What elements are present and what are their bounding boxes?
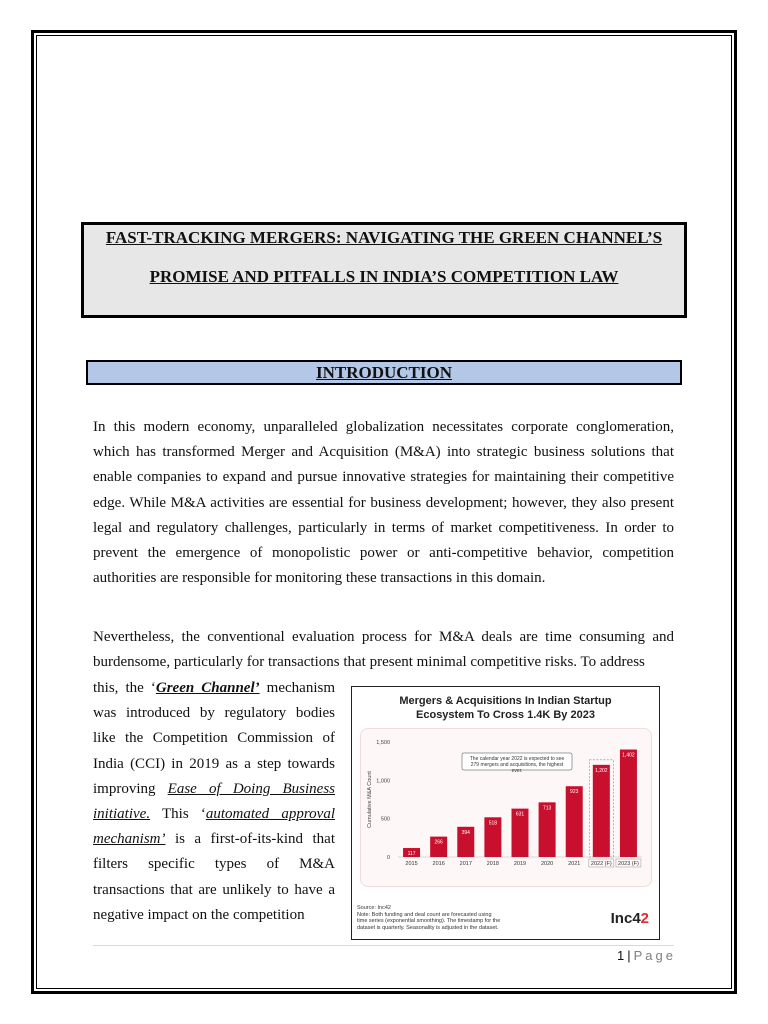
bar-value-label: 1,402 [622,752,635,759]
x-tick-label: 2022 (F) [590,861,612,867]
bar [566,786,583,857]
green-channel-term: Green Channel’ [155,680,260,696]
x-tick-label: 2019 [513,861,527,867]
logo-text: Inc4 [610,910,641,927]
document-title-line-2: PROMISE AND PITFALLS IN INDIA’S COMPETITION LAW [149,267,619,286]
y-tick-label: 500 [380,816,390,823]
y-tick-label: 0 [386,855,390,861]
figure-title [352,694,659,722]
bar-value-label: 518 [488,820,498,827]
x-tick-label: 2020 [540,861,554,867]
wrap-text-2: mechanism was introduced by regulatory bodies like the Competition Commission of India (CCI) in 2019 as a step towards improving [93,680,335,797]
x-tick-label: 2016 [432,861,445,867]
page-separator: | [627,948,631,963]
page-number [617,948,676,963]
source-line: time series (exponential smoothing). The timestamp for the [357,918,501,924]
logo-accent: 2 [640,910,649,927]
bar [620,750,637,857]
bar-chart [360,728,650,885]
document-title-line-1: FAST-TRACKING MERGERS: NAVIGATING THE GREEN CHANNEL’S [105,228,663,247]
wrap-text-3: This ‘ [150,806,206,823]
ease-of-doing-business-link: Ease of Doing Business initiative. [93,780,336,823]
x-tick-label: 2015 [405,861,418,867]
bar-value-label: 631 [515,811,525,818]
chart-figure [351,686,660,940]
wrap-text-4: is a first-of-its-kind that filters specific types of M&A transactions that are unlikely to have a negative impact on the competition [93,831,335,923]
paragraph-1: In this modern economy, unparalleled globalization necessitates corporate conglomeration, which has transformed Merger and Acquisition (M&A) into strategic business solutions that enable companies to expand and pursue innovative strategies for maintaining their competitive edge. While M&A activities are essential for business development; however, they also present legal and regulatory challenges, particularly in terms of market competitiveness. In order to prevent the emergence of monopolistic power or anti-competitive behavior, competition authorities are responsible for monitoring these transactions in this domain. [93,419,674,587]
y-tick-label: 1,500 [376,740,390,746]
bar-value-label: 266 [434,839,443,846]
section-heading-introduction: INTRODUCTION [86,360,682,385]
bar-value-label: 1,202 [595,767,608,774]
y-axis-label: Cumulative M&A Count [367,771,373,828]
bar-value-label: 923 [570,789,579,796]
bar-value-label: 117 [407,851,416,858]
source-line: Note: Both funding and deal count are forecasted using [357,911,492,918]
x-tick-label: 2023 (F) [618,861,639,867]
figure-title-line-2: Ecosystem To Cross 1.4K By 2023 [416,709,595,721]
page-number-value: 1 [617,948,625,963]
y-tick-label: 1,000 [376,778,390,785]
source-line: dataset is quarterly. Seasonality is adjusted in the dataset. [357,924,499,931]
inc42-logo [611,910,649,927]
figure-source-note [357,905,557,931]
annotation-text: The calendar year 2022 is expected to see 279 mergers and acquisitions, the highest ever. [469,756,565,774]
footer-divider [93,945,674,946]
paragraph-2: Nevertheless, the conventional evaluation process for M&A deals are time consuming and burdensome, particularly for transactions that present minimal competitive risks. To address [93,629,674,671]
bar-value-label: 713 [542,805,552,812]
automated-approval-term: automated approval mechanism’ [93,806,335,848]
x-tick-label: 2021 [568,861,581,867]
figure-title-line-1: Mergers & Acquisitions In Indian Startup [399,695,612,707]
source-line: Source: Inc42 [357,905,391,911]
x-tick-label: 2018 [486,861,500,867]
bar [593,765,610,857]
page-word: Page [633,948,676,963]
paragraph-2-continued [93,676,335,928]
bar-value-label: 394 [461,829,470,836]
wrap-text-1: this, the ‘ [93,680,156,696]
x-tick-label: 2017 [459,861,472,867]
title-box [81,222,687,318]
